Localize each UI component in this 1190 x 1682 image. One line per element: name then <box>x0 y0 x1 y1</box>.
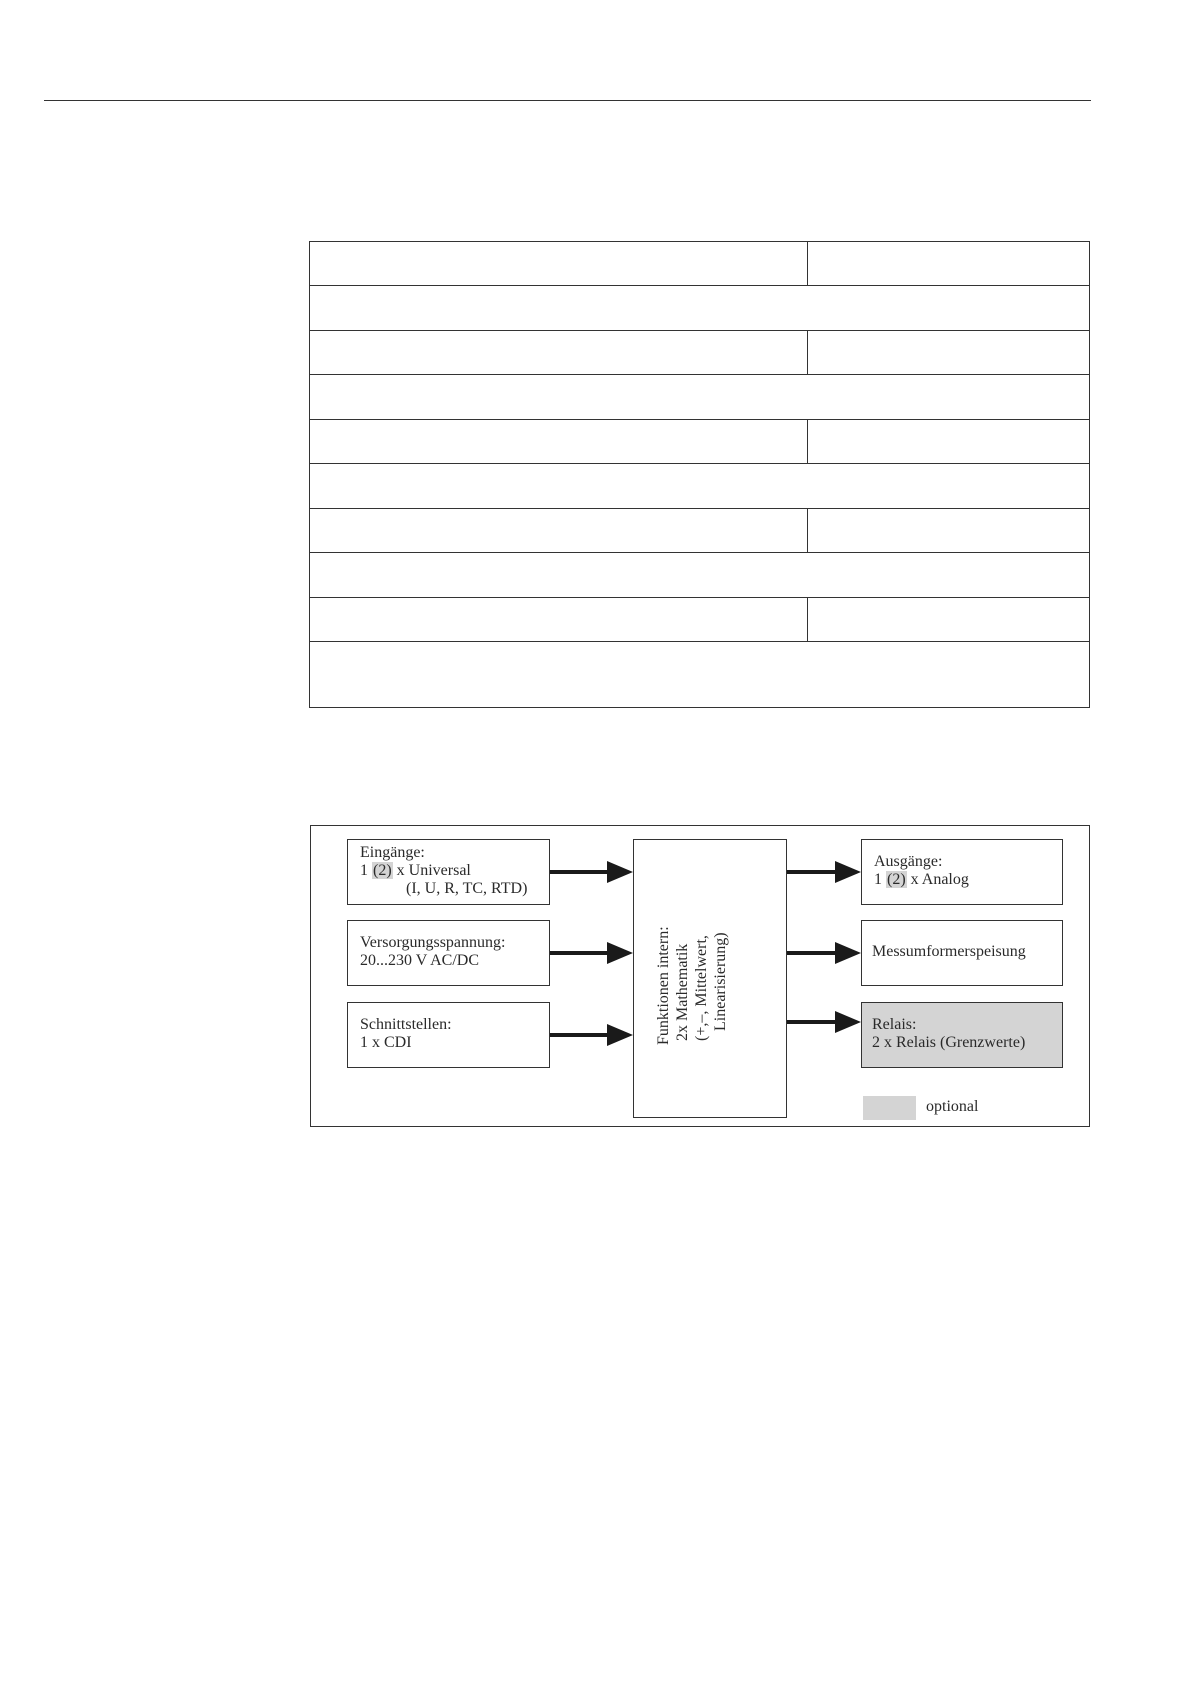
inputs-line2: (I, U, R, TC, RTD) <box>406 880 528 897</box>
table-row <box>310 420 1089 464</box>
arrow-functions-to-relay <box>787 1011 861 1033</box>
functions-line1: Funktionen intern: <box>655 926 672 1045</box>
optional-marker: (2) <box>373 862 392 879</box>
table-row <box>310 464 1089 509</box>
interfaces-title: Schnittstellen: <box>360 1016 452 1033</box>
interfaces-value: 1 x CDI <box>360 1034 412 1051</box>
functions-line3: (+,–, Mittelwert, <box>693 935 710 1041</box>
arrow-functions-to-outputs <box>787 861 861 883</box>
header-rule <box>44 100 1091 101</box>
table-row <box>310 509 1089 553</box>
outputs-title: Ausgänge: <box>874 853 943 870</box>
supply-value: 20...230 V AC/DC <box>360 952 479 969</box>
inputs-line1: 1 (2) x Universal <box>360 862 471 879</box>
arrow-supply-to-functions <box>550 942 633 964</box>
empty-table <box>309 241 1090 708</box>
functions-line4: Linearisierung) <box>712 932 729 1031</box>
table-row <box>310 286 1089 331</box>
supply-title: Versorgungsspannung: <box>360 934 506 951</box>
table-row <box>310 598 1089 642</box>
table-row <box>310 553 1089 598</box>
relay-value: 2 x Relais (Grenzwerte) <box>872 1034 1026 1051</box>
outputs-line1: 1 (2) x Analog <box>874 871 969 888</box>
legend-swatch <box>863 1096 916 1120</box>
table-row <box>310 331 1089 375</box>
relay-title: Relais: <box>872 1016 917 1033</box>
table-row <box>310 642 1089 707</box>
legend-label: optional <box>926 1098 979 1115</box>
inputs-title: Eingänge: <box>360 844 425 861</box>
table-row <box>310 242 1089 286</box>
arrows-layer <box>311 826 1089 1126</box>
table-row <box>310 375 1089 420</box>
arrow-interfaces-to-functions <box>550 1024 633 1046</box>
arrow-functions-to-transmitter-supply <box>787 942 861 964</box>
arrow-inputs-to-functions <box>550 861 633 883</box>
block-diagram <box>310 825 1090 1127</box>
functions-line2: 2x Mathematik <box>674 943 691 1041</box>
optional-marker: (2) <box>887 871 906 888</box>
transmitter-supply-label: Messumformerspeisung <box>872 943 1026 960</box>
